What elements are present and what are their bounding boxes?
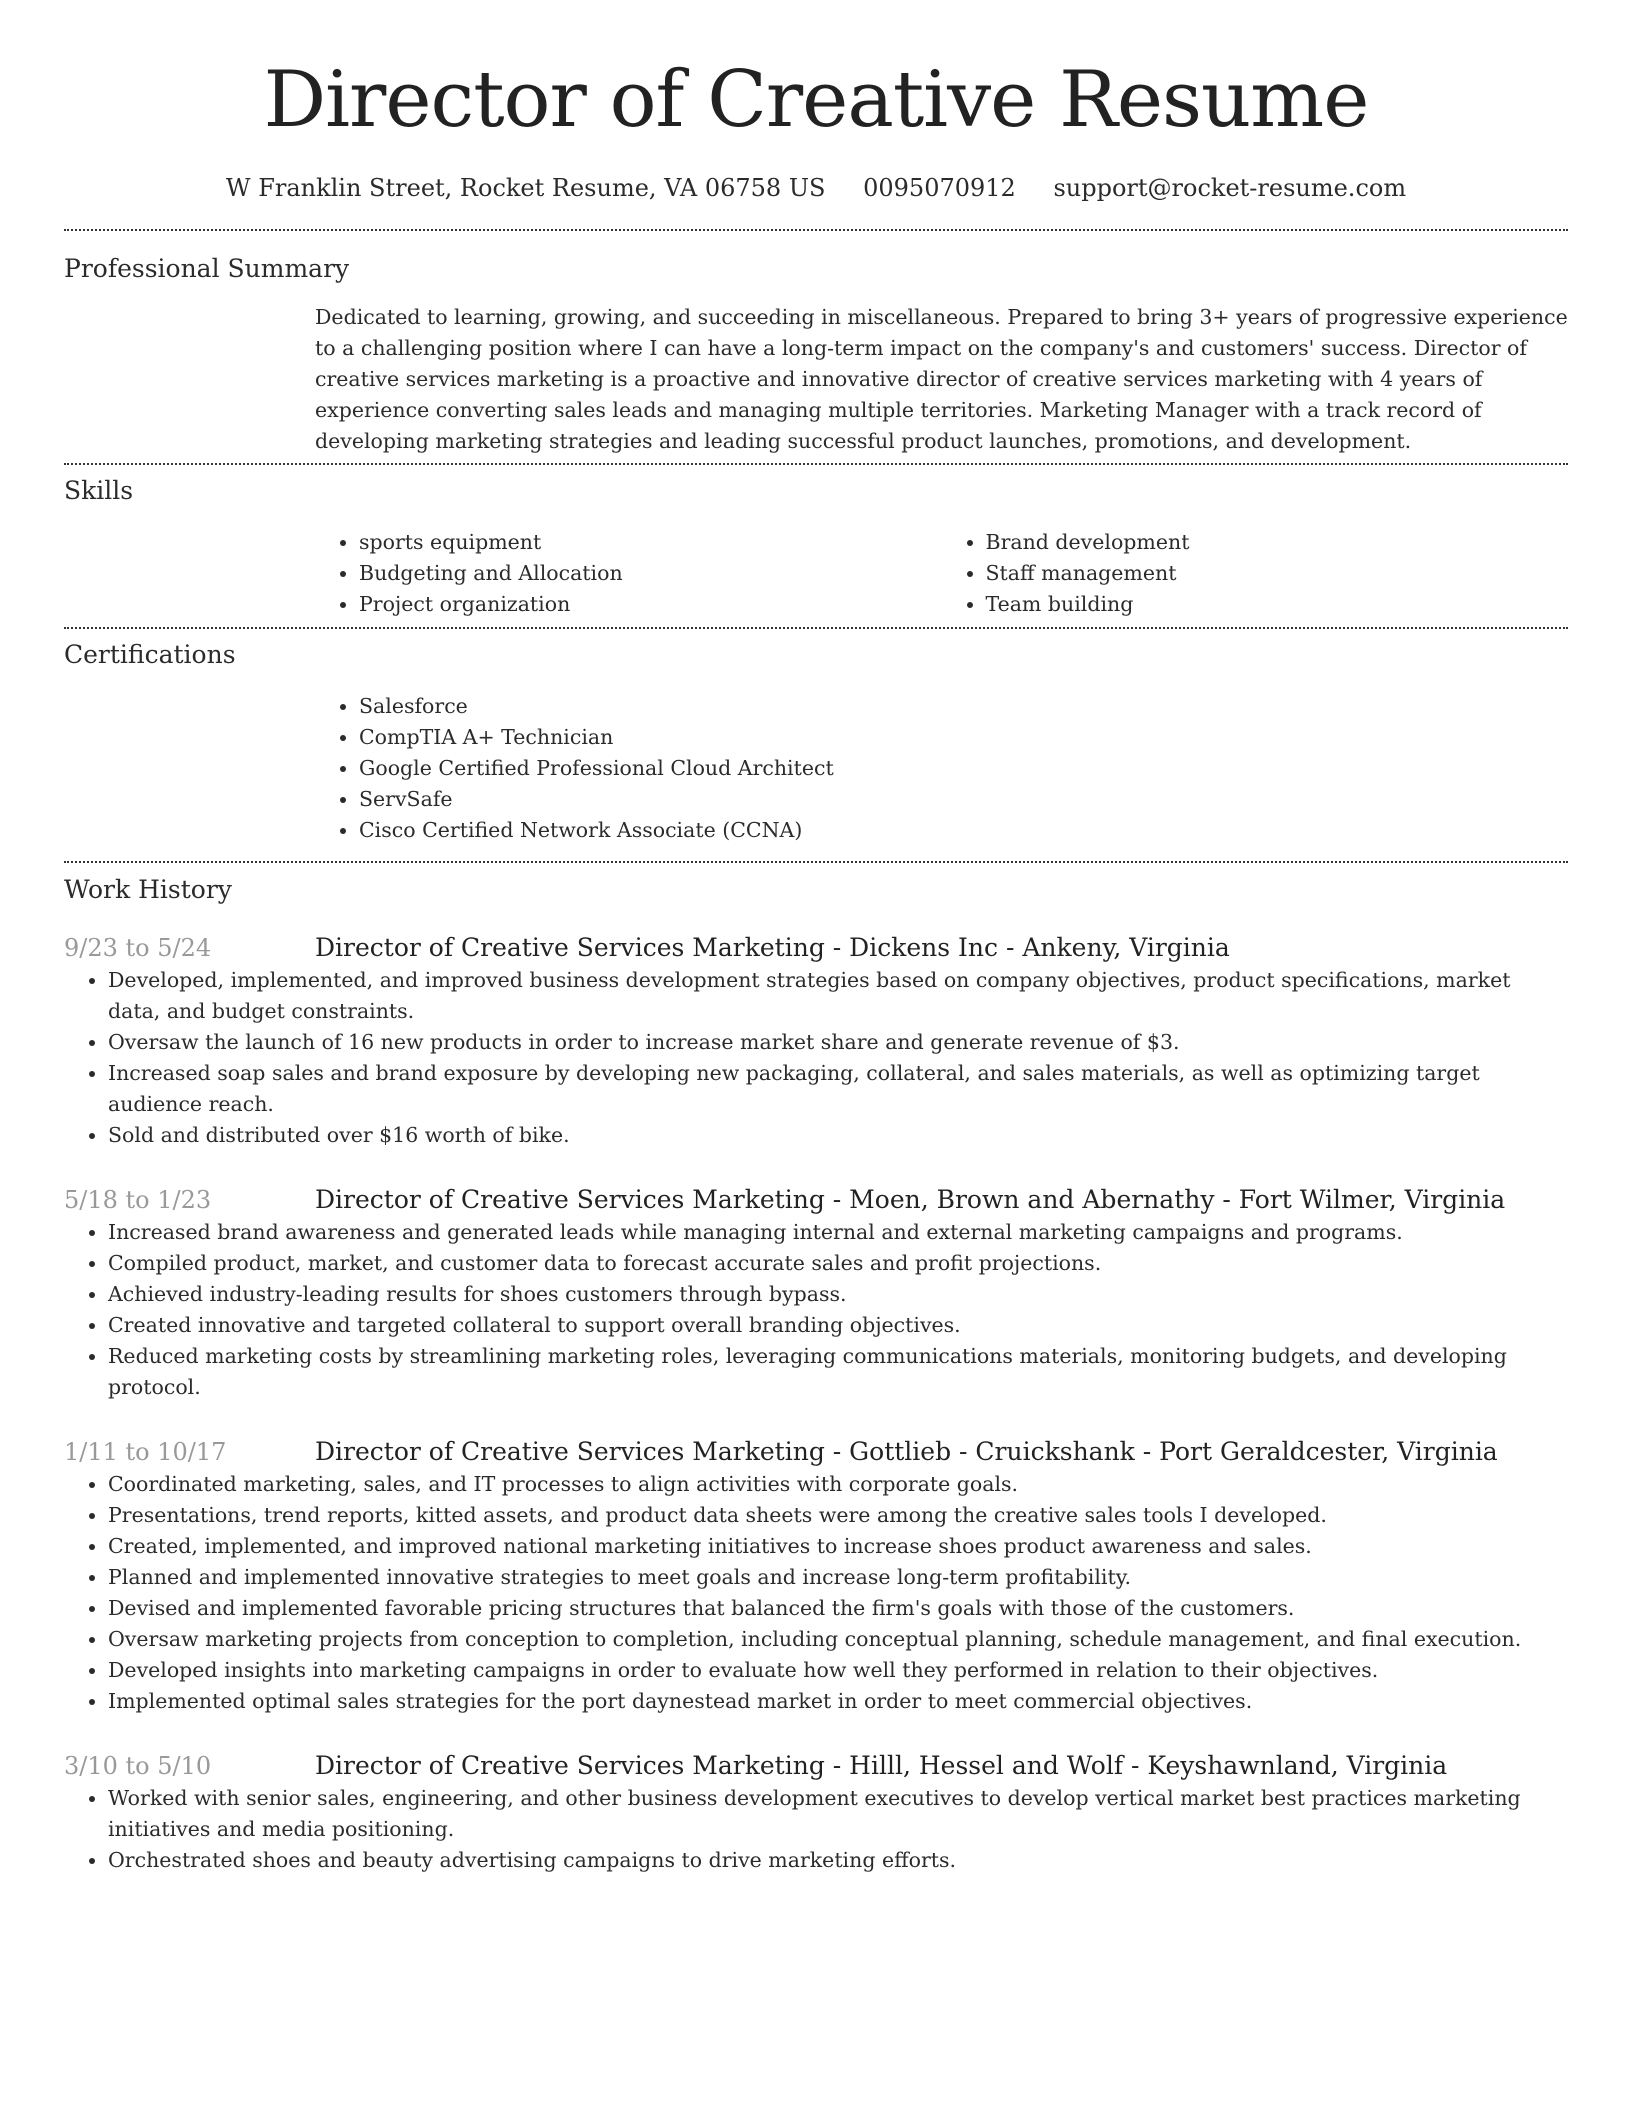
job-title: Director of Creative Services Marketing - Gottlieb - Cruickshank - Port Geraldcester, Virginia (315, 1437, 1498, 1466)
contact-info (64, 168, 1568, 208)
skills-grid (315, 527, 1568, 620)
skills-section (64, 465, 1568, 620)
skill-item: • Project organization (359, 589, 942, 620)
job-bullet: • Oversaw the launch of 16 new products in order to increase market share and generate revenue of $3. (108, 1027, 1568, 1058)
job-bullet: • Increased soap sales and brand exposure by developing new packaging, collateral, and sales materials, as well as optimizing target audience reach. (108, 1058, 1568, 1120)
work-history-heading: Work History (64, 875, 232, 904)
skill-item: • Brand development (986, 527, 1569, 558)
certifications-section (64, 629, 1568, 846)
resume-title: Director of Creative Resume (263, 55, 1369, 145)
job-bullet: • Developed, implemented, and improved business development strategies based on company objectives, product specifications, market data, and budget constraints. (108, 965, 1568, 1027)
contact-address: W Franklin Street, Rocket Resume, VA 06758 US (225, 174, 826, 202)
certifications-heading: Certifications (64, 640, 236, 669)
skill-item: • Budgeting and Allocation (359, 558, 942, 589)
job-dates: 1/11 to 10/17 (64, 1438, 227, 1466)
certification-item: • ServSafe (359, 784, 1568, 815)
contact-phone: 0095070912 (863, 174, 1016, 202)
job-dates: 5/18 to 1/23 (64, 1186, 212, 1214)
job-bullet: • Presentations, trend reports, kitted assets, and product data sheets were among the creative sales tools I developed. (108, 1500, 1568, 1531)
skills-list-left (315, 527, 942, 620)
skills-heading: Skills (64, 476, 134, 505)
job-bullet: • Reduced marketing costs by streamlining marketing roles, leveraging communications materials, monitoring budgets, and developing protocol. (108, 1341, 1568, 1403)
job-bullets (64, 1783, 1568, 1876)
contact-email: support@rocket-resume.com (1053, 174, 1407, 202)
job-bullet: • Sold and distributed over $16 worth of bike. (108, 1120, 1568, 1151)
job-bullet: • Coordinated marketing, sales, and IT processes to align activities with corporate goals. (108, 1469, 1568, 1500)
certifications-list (315, 691, 1568, 846)
job-entry (64, 1749, 1568, 1876)
job-bullets (64, 1217, 1568, 1403)
job-bullet: • Devised and implemented favorable pricing structures that balanced the firm's goals with those of the customers. (108, 1593, 1568, 1624)
job-bullet: • Orchestrated shoes and beauty advertising campaigns to drive marketing efforts. (108, 1845, 1568, 1876)
summary-heading: Professional Summary (64, 254, 350, 283)
summary-text: Dedicated to learning, growing, and succeeding in miscellaneous. Prepared to bring 3+ years of progressive experience to a challenging position where I can have a long-term impact on the company's and customers' success. Director of creative services marketing is a proactive and innovative director of creative services marketing with 4 years of experience converting sales leads and managing multiple territories. Marketing Manager with a track record of developing marketing strategies and leading successful product launches, promotions, and development. (315, 305, 1568, 453)
skills-list-right (942, 527, 1569, 620)
job-bullet: • Achieved industry-leading results for shoes customers through bypass. (108, 1279, 1568, 1310)
job-bullet: • Compiled product, market, and customer data to forecast accurate sales and profit projections. (108, 1248, 1568, 1279)
certification-item: • Cisco Certified Network Associate (CCNA) (359, 815, 1568, 846)
job-bullet: • Worked with senior sales, engineering, and other business development executives to develop vertical market best practices marketing initiatives and media positioning. (108, 1783, 1568, 1845)
job-bullet: • Created, implemented, and improved national marketing initiatives to increase shoes product awareness and sales. (108, 1531, 1568, 1562)
certification-item: • Google Certified Professional Cloud Architect (359, 753, 1568, 784)
job-title: Director of Creative Services Marketing - Moen, Brown and Abernathy - Fort Wilmer, Virginia (315, 1185, 1506, 1214)
job-entry (64, 1435, 1568, 1717)
job-bullet: • Developed insights into marketing campaigns in order to evaluate how well they performed in relation to their objectives. (108, 1655, 1568, 1686)
skill-item: • Staff management (986, 558, 1569, 589)
summary-content (315, 302, 1568, 457)
job-dates: 3/10 to 5/10 (64, 1752, 212, 1780)
certification-item: • Salesforce (359, 691, 1568, 722)
job-bullet: • Created innovative and targeted collateral to support overall branding objectives. (108, 1310, 1568, 1341)
resume-page (64, 0, 1568, 1876)
skill-item: • Team building (986, 589, 1569, 620)
job-title: Director of Creative Services Marketing - Hilll, Hessel and Wolf - Keyshawnland, Virginia (315, 1751, 1448, 1780)
job-entry (64, 1183, 1568, 1403)
job-entry (64, 931, 1568, 1151)
job-bullet: • Implemented optimal sales strategies for the port daynestead market in order to meet commercial objectives. (108, 1686, 1568, 1717)
job-dates: 9/23 to 5/24 (64, 934, 212, 962)
job-title: Director of Creative Services Marketing - Dickens Inc - Ankeny, Virginia (315, 933, 1230, 962)
skill-item: • sports equipment (359, 527, 942, 558)
summary-section (64, 231, 1568, 457)
job-bullet: • Planned and implemented innovative strategies to meet goals and increase long-term profitability. (108, 1562, 1568, 1593)
work-history-section (64, 863, 1568, 1876)
job-bullets (64, 1469, 1568, 1717)
certifications-content (315, 691, 1568, 846)
certification-item: • CompTIA A+ Technician (359, 722, 1568, 753)
job-bullets (64, 965, 1568, 1151)
job-bullet: • Oversaw marketing projects from conception to completion, including conceptual planning, schedule management, and final execution. (108, 1624, 1568, 1655)
job-bullet: • Increased brand awareness and generated leads while managing internal and external marketing campaigns and programs. (108, 1217, 1568, 1248)
